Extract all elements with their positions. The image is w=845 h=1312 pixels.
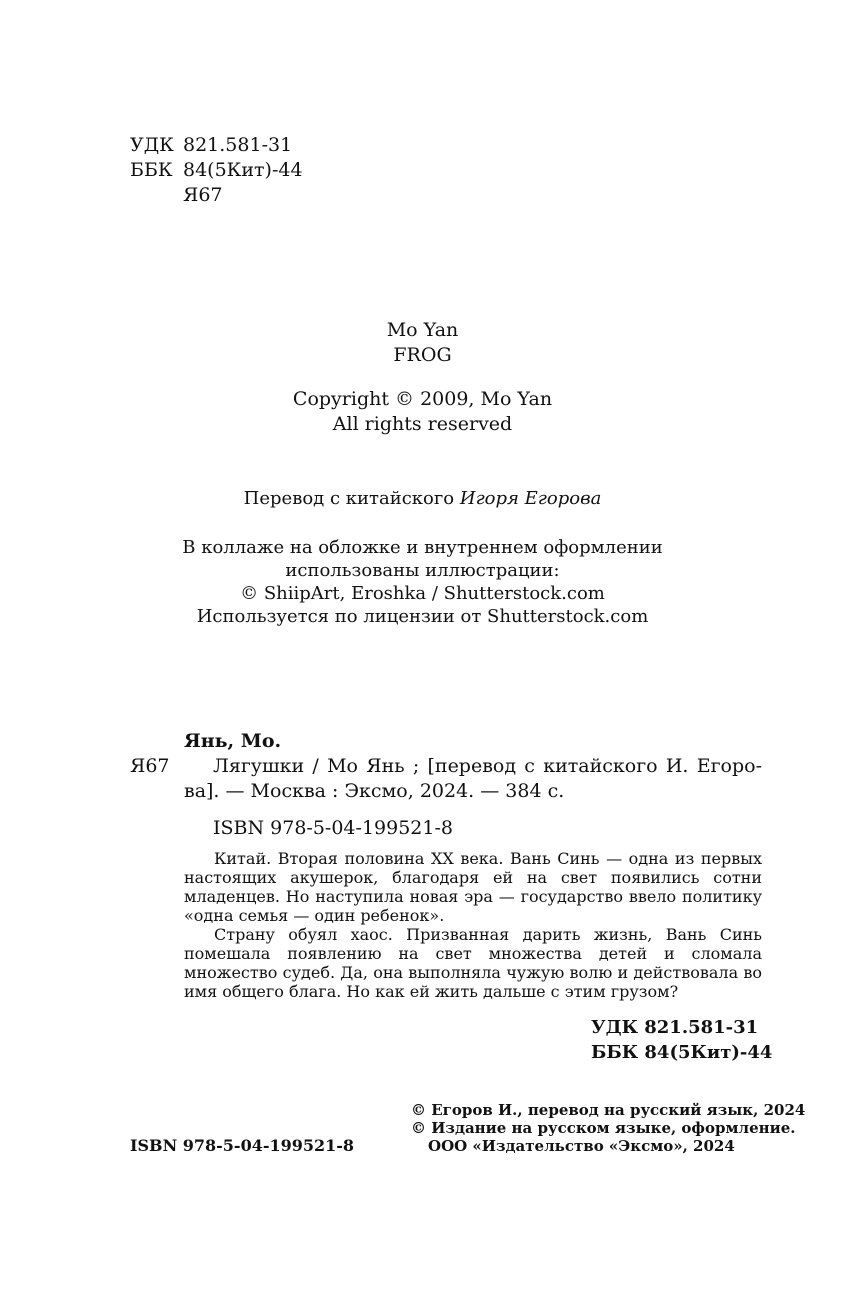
annotation-paragraph-2: Страну обуял хаос. Призванная дарить жизнь, Вань Синь помешала появлению на свет множества детей и сломала множество судеб. Да, она выполняла чужую волю и действовала во имя общего блага. Но как ей жить дальше с этим грузом? [184, 925, 762, 1001]
catalog-description-line-1: Лягушки / Мо Янь ; [перевод с китайского И. Егоро- [213, 755, 762, 777]
annotation-paragraph-1: Китай. Вторая половина XX века. Вань Синь — одна из первых настоящих акушерок, благодаря ей на свет появились сотни младенцев. Но наступила новая эра — государство ввело политику «одна семья — один ребенок». [184, 849, 762, 925]
catalog-description-line-2: ва]. — Москва : Эксмо, 2024. — 384 с. [184, 780, 565, 802]
bbk-value: 84(5Кит)-44 [183, 159, 303, 181]
catalog-isbn: ISBN 978-5-04-199521-8 [213, 817, 453, 839]
bbk-bold: ББК 84(5Кит)-44 [591, 1042, 773, 1063]
illustrations-line-2: использованы иллюстрации: [285, 560, 560, 581]
catalog-heading: Янь, Мо. [184, 730, 282, 752]
publisher-name: ООО «Издательство «Эксмо», 2024 [428, 1137, 735, 1155]
annotation [184, 849, 762, 1001]
copyright-edition: © Издание на русском языке, оформление. [411, 1119, 796, 1137]
illustrations-line-3: © ShiipArt, Eroshka / Shutterstock.com [240, 583, 605, 604]
bbk-row [130, 158, 303, 183]
udk-value: 821.581-31 [183, 134, 293, 156]
rights-line: All rights reserved [332, 413, 513, 435]
original-author: Mo Yan [386, 319, 459, 341]
udk-row [130, 133, 303, 158]
original-title: FROG [393, 344, 452, 366]
translation-prefix: Перевод с китайского [243, 488, 460, 509]
footer-isbn: ISBN 978-5-04-199521-8 [130, 1136, 355, 1155]
copyright-publisher [411, 1137, 735, 1155]
author-mark-row [130, 183, 303, 208]
classification-block [130, 133, 303, 208]
udk-label: УДК [130, 134, 174, 156]
udk-bold: УДК 821.581-31 [591, 1017, 759, 1038]
copyright-line: Copyright © 2009, Mo Yan [292, 388, 553, 410]
translation-credit [0, 487, 845, 510]
author-mark: Я67 [183, 184, 223, 206]
bbk-label: ББК [130, 159, 173, 181]
copyright-translation: © Егоров И., перевод на русский язык, 2024 [411, 1101, 806, 1119]
illustrations-line-4: Используется по лицензии от Shutterstock.com [196, 606, 649, 627]
translator-name: Игоря Егорова [459, 488, 602, 509]
catalog-mark: Я67 [130, 755, 170, 777]
illustrations-line-1: В коллаже на обложке и внутреннем оформлении [182, 537, 663, 558]
